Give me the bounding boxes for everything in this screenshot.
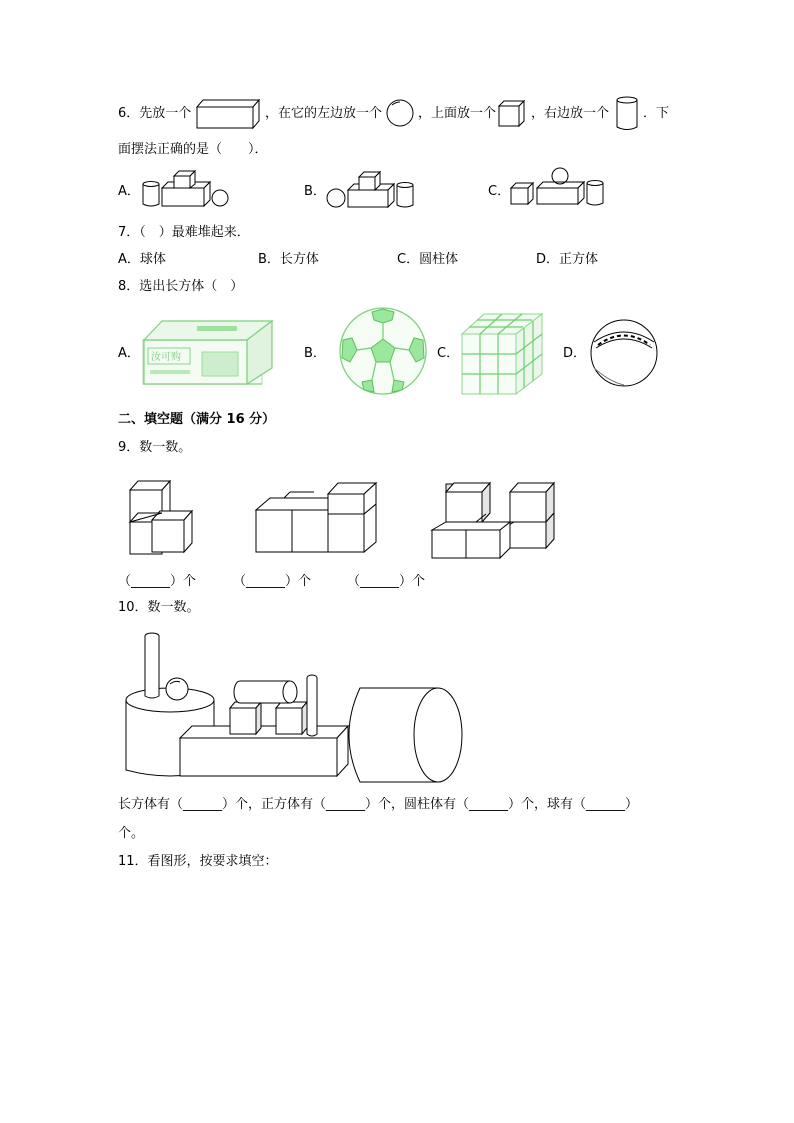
q6-option-c-figure	[510, 166, 610, 210]
q8-option-c[interactable]: C．	[437, 346, 460, 361]
q8-option-b[interactable]: B．	[304, 346, 326, 361]
striped-ball-image	[590, 318, 660, 388]
q6-line1-b: ，在它的左边放一个	[265, 106, 383, 121]
q9-blank-1[interactable]: （______）个	[118, 574, 197, 589]
q9-blank-2[interactable]: （______）个	[233, 574, 312, 589]
q7-option-d[interactable]: D．正方体	[536, 252, 599, 267]
q9-figure-3	[430, 480, 560, 560]
q6-option-c[interactable]: C．	[488, 184, 511, 199]
q7-option-b[interactable]: B．长方体	[258, 252, 319, 267]
q10-scene-figure	[122, 630, 468, 786]
q9-blank-3[interactable]: （______）个	[347, 574, 426, 589]
q11-stem: 11．看图形，按要求填空：	[118, 854, 278, 869]
q9-figure-1	[128, 476, 208, 558]
q6-option-b-figure	[324, 168, 419, 210]
q6-line1-c: ，上面放一个	[418, 106, 497, 121]
q6-option-b[interactable]: B．	[304, 184, 326, 199]
q10-answer-line-2: 个。	[118, 826, 145, 841]
q8-option-a[interactable]: A．	[118, 346, 140, 361]
q6-line1-a: 6．先放一个	[118, 106, 192, 121]
q7-option-a[interactable]: A．球体	[118, 252, 166, 267]
soccer-ball-image	[338, 306, 430, 396]
q8-option-d[interactable]: D．	[563, 346, 587, 361]
cylinder-icon	[616, 96, 640, 132]
q10-stem: 10．数一数。	[118, 600, 200, 615]
sphere-icon	[386, 99, 416, 129]
q9-stem: 9．数一数。	[118, 440, 192, 455]
q10-answer-line[interactable]: 长方体有（______）个，正方体有（______）个，圆柱体有（______）个，球有（______）	[118, 797, 639, 812]
q6-line1-d: ，右边放一个	[531, 106, 610, 121]
q8-box-image	[142, 318, 274, 386]
box-label: 汝可购	[151, 352, 181, 363]
section2-title: 二、填空题（满分 16 分）	[118, 412, 276, 427]
q7-stem: 7．（ ）最难堆起来．	[118, 225, 250, 240]
q6-option-a[interactable]: A．	[118, 184, 140, 199]
rubiks-cube-image	[460, 312, 548, 396]
cube-icon	[499, 100, 527, 128]
q6-option-a-figure	[140, 168, 235, 210]
q7-option-c[interactable]: C．圆柱体	[397, 252, 459, 267]
q9-figure-2	[254, 480, 380, 556]
cuboid-icon	[197, 99, 263, 129]
q6-line2: 面摆法正确的是（ ）．	[118, 142, 268, 157]
q6-line1-e: ．下	[643, 106, 670, 121]
q8-stem: 8．选出长方体（ ）	[118, 279, 244, 294]
